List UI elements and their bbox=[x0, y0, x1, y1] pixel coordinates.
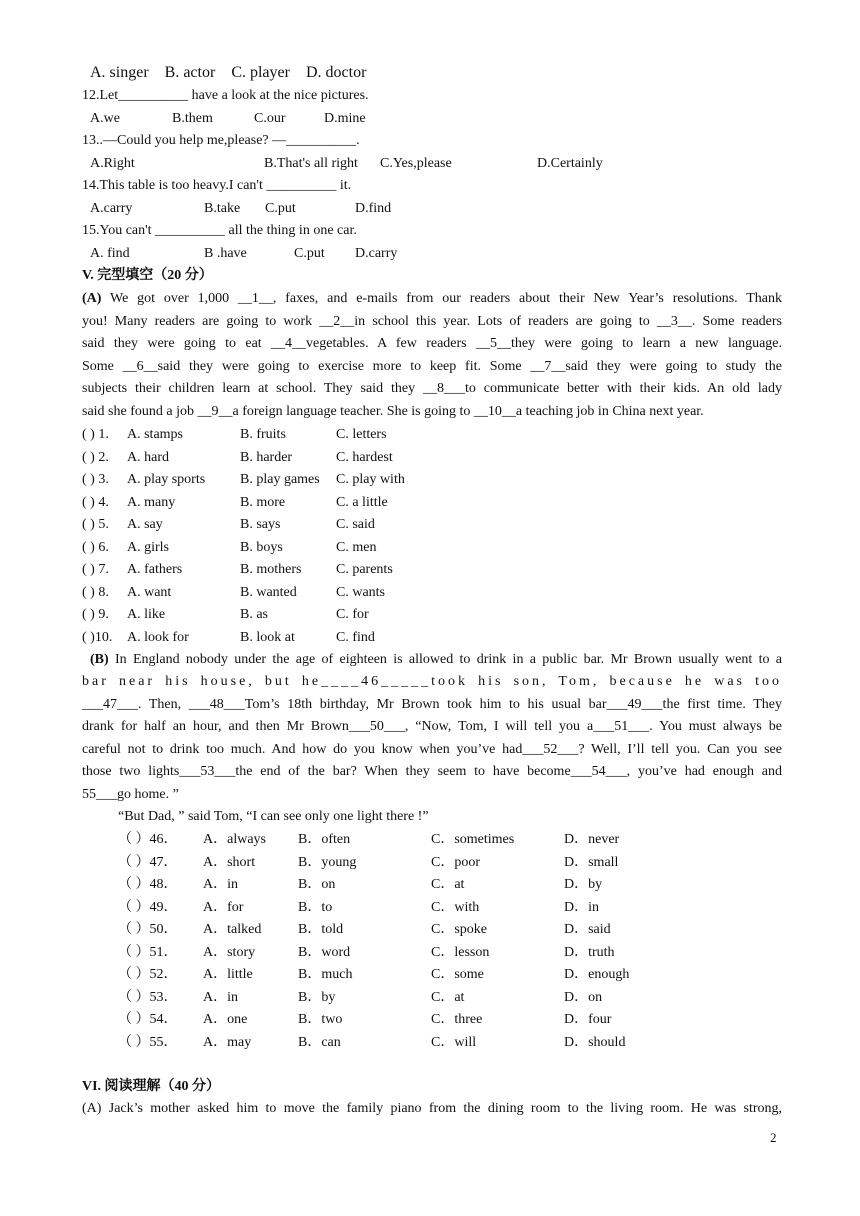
q11-options bbox=[90, 64, 790, 82]
q15-option-b: B .have bbox=[204, 246, 247, 261]
passage-b-line-6: those two lights___53___the end of the bar? When they seem to have become___54___, you’ve had enough and bbox=[82, 764, 782, 779]
cloze-a-option-a: A. fathers bbox=[127, 562, 183, 577]
cloze-b-question-number: （ ）55． bbox=[118, 1034, 178, 1050]
cloze-b-option-d: D．enough bbox=[564, 967, 630, 982]
cloze-a-option-b: B. boys bbox=[240, 539, 283, 555]
cloze-b-question-number: （ ）51． bbox=[118, 944, 178, 960]
cloze-a-option-a: A. many bbox=[127, 494, 176, 510]
q14-option-a: A.carry bbox=[90, 201, 133, 216]
cloze-a-option-c: C. find bbox=[336, 629, 375, 645]
cloze-b-option-a: A．little bbox=[203, 967, 253, 982]
passage-a-label: (A) bbox=[82, 291, 102, 306]
q13-option-a: A.Right bbox=[90, 156, 135, 171]
cloze-b-option-c: C．some bbox=[431, 967, 484, 982]
cloze-b-option-a: A．in bbox=[203, 877, 238, 892]
cloze-a-option-b: B. says bbox=[240, 517, 281, 532]
cloze-a-option-c: C. for bbox=[336, 607, 369, 622]
cloze-b-option-a: A．story bbox=[203, 944, 256, 960]
cloze-b-option-a: A．talked bbox=[203, 922, 262, 937]
cloze-a-option-c: C. play with bbox=[336, 472, 405, 487]
cloze-a-option-b: B. look at bbox=[240, 629, 295, 645]
cloze-b-option-b: B．told bbox=[298, 922, 344, 937]
cloze-a-question-number: ( ) 8. bbox=[82, 584, 109, 600]
cloze-b-option-d: D．on bbox=[564, 989, 603, 1005]
cloze-a-option-c: C. letters bbox=[336, 427, 387, 442]
cloze-b-option-b: B．young bbox=[298, 854, 357, 870]
cloze-b-option-a: A．in bbox=[203, 989, 238, 1005]
passage-a-line-2: you! Many readers are going to work __2__in school this year. Lots of readers are going to __3__. Some readers bbox=[82, 314, 782, 329]
passage-a-line-1: (A) We got over 1,000 __1__, faxes, and e-mails from our readers about their New Year’s resolutions. Thank bbox=[82, 291, 782, 306]
section-6-title: VI. 阅读理解（40 分） bbox=[82, 1079, 221, 1094]
cloze-a-option-b: B. play games bbox=[240, 472, 320, 487]
cloze-a-option-a: A. want bbox=[127, 584, 172, 600]
cloze-b-option-a: A．for bbox=[203, 899, 244, 915]
cloze-b-question-number: （ ）48． bbox=[118, 877, 178, 892]
passage-b-line-7: 55___go home. ” bbox=[82, 787, 179, 802]
section-5-title: V. 完型填空（20 分） bbox=[82, 268, 213, 283]
cloze-b-option-b: B．can bbox=[298, 1034, 341, 1050]
cloze-a-option-b: B. harder bbox=[240, 449, 293, 465]
q13-option-c: C.Yes,please bbox=[380, 156, 452, 171]
q11-option-c: C. player bbox=[231, 64, 290, 81]
cloze-b-option-c: C．will bbox=[431, 1034, 477, 1050]
cloze-a-question-number: ( ) 7. bbox=[82, 562, 109, 577]
cloze-a-option-b: B. more bbox=[240, 494, 286, 510]
passage-a-line-3: said they were going to eat __4__vegetables. A few readers __5__they were going to learn a new language. bbox=[82, 336, 782, 351]
cloze-a-option-b: B. as bbox=[240, 607, 268, 622]
cloze-a-question-number: ( ) 5. bbox=[82, 517, 109, 532]
cloze-b-question-number: （ ）53． bbox=[118, 989, 178, 1005]
q11-option-b: B. actor bbox=[164, 64, 216, 81]
cloze-a-option-c: C. a little bbox=[336, 494, 388, 510]
cloze-a-option-a: A. look for bbox=[127, 629, 189, 645]
q14-stem: 14.This table is too heavy.I can't __________ it. bbox=[82, 178, 352, 193]
cloze-a-option-a: A. stamps bbox=[127, 427, 183, 442]
q13-stem: 13..—Could you help me,please? —__________. bbox=[82, 133, 360, 148]
cloze-b-question-number: （ ）54． bbox=[118, 1012, 178, 1027]
q15-option-d: D.carry bbox=[355, 246, 398, 261]
cloze-b-option-b: B．by bbox=[298, 989, 336, 1005]
cloze-a-option-c: C. said bbox=[336, 517, 375, 532]
q11-option-d: D. doctor bbox=[305, 64, 367, 81]
cloze-b-option-c: C．sometimes bbox=[431, 832, 515, 847]
cloze-a-option-c: C. parents bbox=[336, 562, 393, 577]
passage-b-line-3: ___47___. Then, ___48___Tom’s 18th birthday, Mr Brown took him to his usual bar___49___the first time. They bbox=[82, 697, 782, 712]
cloze-a-question-number: ( ) 4. bbox=[82, 494, 109, 510]
q14-option-c: C.put bbox=[265, 201, 296, 216]
cloze-a-option-a: A. say bbox=[127, 517, 163, 532]
cloze-a-option-a: A. like bbox=[127, 607, 166, 622]
reading-a-first-line: (A) Jack’s mother asked him to move the family piano from the dining room to the living room. He was strong, bbox=[82, 1101, 782, 1116]
cloze-b-option-d: D．in bbox=[564, 899, 599, 915]
cloze-a-option-c: C. men bbox=[336, 539, 377, 555]
q12-option-a: A.we bbox=[90, 111, 120, 126]
cloze-a-question-number: ( ) 6. bbox=[82, 539, 109, 555]
q13-option-d: D.Certainly bbox=[537, 156, 603, 171]
cloze-a-option-b: B. fruits bbox=[240, 427, 286, 442]
cloze-b-option-b: B．on bbox=[298, 877, 336, 892]
cloze-b-option-c: C．spoke bbox=[431, 922, 487, 937]
cloze-b-question-number: （ ）46． bbox=[118, 832, 178, 847]
cloze-b-option-c: C．at bbox=[431, 989, 465, 1005]
cloze-b-option-b: B．two bbox=[298, 1012, 343, 1027]
cloze-b-option-b: B．often bbox=[298, 832, 351, 847]
cloze-a-option-c: C. wants bbox=[336, 584, 385, 600]
cloze-a-question-number: ( ) 2. bbox=[82, 449, 109, 465]
cloze-a-question-number: ( )10. bbox=[82, 629, 113, 645]
passage-b-line-1: (B) In England nobody under the age of eighteen is allowed to drink in a public bar. Mr Brown usually went to a bbox=[90, 652, 782, 667]
cloze-a-option-a: A. hard bbox=[127, 449, 169, 465]
cloze-a-option-b: B. mothers bbox=[240, 562, 302, 577]
cloze-b-option-c: C．three bbox=[431, 1012, 483, 1027]
q15-option-c: C.put bbox=[294, 246, 325, 261]
cloze-b-option-c: C．poor bbox=[431, 854, 480, 870]
q13-option-b: B.That's all right bbox=[264, 156, 358, 171]
cloze-a-option-c: C. hardest bbox=[336, 449, 393, 465]
passage-a-line-5: subjects their children learn at school. They said they __8___to communicate better with their kids. An old lady bbox=[82, 381, 782, 396]
cloze-b-option-c: C．with bbox=[431, 899, 480, 915]
passage-b-label: (B) bbox=[90, 652, 109, 667]
cloze-b-option-d: D．should bbox=[564, 1034, 626, 1050]
q12-option-c: C.our bbox=[254, 111, 286, 126]
cloze-b-option-a: A．one bbox=[203, 1012, 248, 1027]
cloze-a-question-number: ( ) 3. bbox=[82, 472, 109, 487]
cloze-b-option-b: B．word bbox=[298, 944, 351, 960]
q15-option-a: A. find bbox=[90, 246, 130, 261]
passage-b-line-4: drank for half an hour, and then Mr Brown___50___, “Now, Tom, I will tell you a___51___. You must always be bbox=[82, 719, 782, 734]
passage-b-line-8: “But Dad, ” said Tom, “I can see only one light there !” bbox=[118, 809, 429, 824]
cloze-b-question-number: （ ）52． bbox=[118, 967, 178, 982]
q14-option-d: D.find bbox=[355, 201, 392, 216]
cloze-b-option-d: D．never bbox=[564, 832, 620, 847]
cloze-b-option-a: A．always bbox=[203, 832, 266, 847]
cloze-b-option-d: D．by bbox=[564, 877, 603, 892]
cloze-b-option-a: A．may bbox=[203, 1034, 252, 1050]
cloze-a-option-b: B. wanted bbox=[240, 584, 297, 600]
cloze-b-option-b: B．to bbox=[298, 899, 333, 915]
cloze-b-option-d: D．four bbox=[564, 1012, 612, 1027]
cloze-b-question-number: （ ）47． bbox=[118, 854, 178, 870]
q12-stem: 12.Let__________ have a look at the nice pictures. bbox=[82, 88, 369, 103]
cloze-a-option-a: A. play sports bbox=[127, 472, 206, 487]
passage-b-line-2: bar near his house, but he____46_____took his son, Tom, because he was too bbox=[82, 674, 782, 689]
page-number: 2 bbox=[770, 1130, 777, 1145]
cloze-b-option-d: D．truth bbox=[564, 944, 615, 960]
cloze-b-option-d: D．small bbox=[564, 854, 619, 870]
cloze-b-question-number: （ ）49． bbox=[118, 899, 178, 915]
cloze-b-option-c: C．at bbox=[431, 877, 465, 892]
cloze-a-option-a: A. girls bbox=[127, 539, 169, 555]
passage-a-line-4: Some __6__said they were going to exercise more to keep fit. Some __7__said they were going to study the bbox=[82, 359, 782, 374]
q14-option-b: B.take bbox=[204, 201, 241, 216]
passage-a-line-6: said she found a job __9__a foreign language teacher. She is going to __10__a teaching job in China next year. bbox=[82, 404, 704, 419]
cloze-a-question-number: ( ) 1. bbox=[82, 427, 109, 442]
cloze-a-question-number: ( ) 9. bbox=[82, 607, 109, 622]
cloze-b-option-d: D．said bbox=[564, 922, 611, 937]
q15-stem: 15.You can't __________ all the thing in one car. bbox=[82, 223, 357, 238]
cloze-b-option-c: C．lesson bbox=[431, 944, 490, 960]
q12-option-b: B.them bbox=[172, 111, 213, 126]
passage-b-line-5: careful not to drink too much. And how do you know when you’ve had___52___? Well, I’ll tell you. Can you see bbox=[82, 742, 782, 757]
q11-option-a: A. singer bbox=[90, 64, 149, 81]
q12-option-d: D.mine bbox=[324, 111, 366, 126]
cloze-b-question-number: （ ）50． bbox=[118, 922, 178, 937]
cloze-b-option-b: B．much bbox=[298, 967, 353, 982]
cloze-b-option-a: A．short bbox=[203, 854, 256, 870]
